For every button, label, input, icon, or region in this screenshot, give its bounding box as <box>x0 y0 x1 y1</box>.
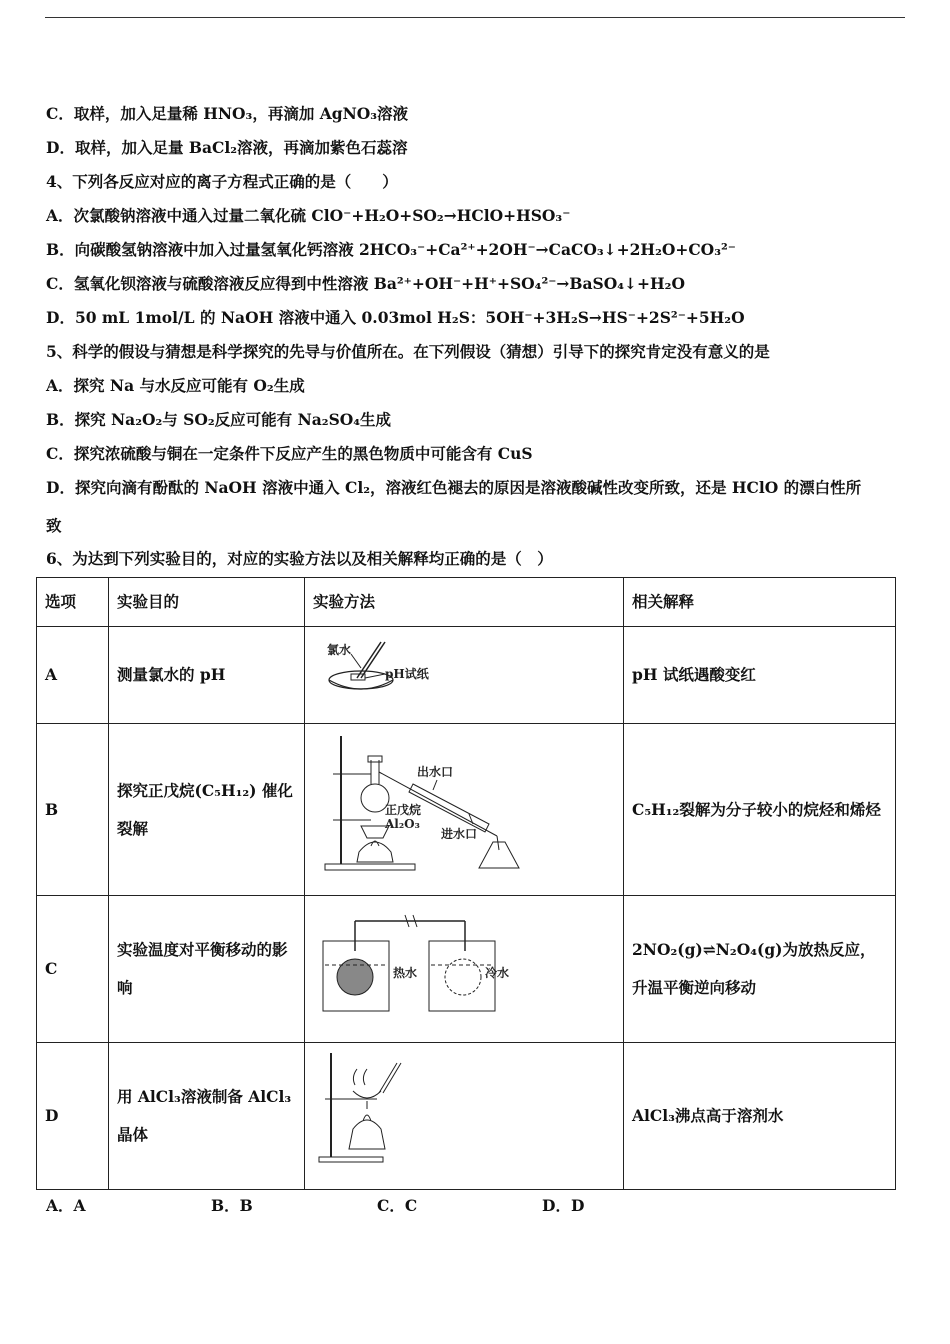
q4-option-b: B．向碳酸氢钠溶液中加入过量氢氧化钙溶液 2HCO₃⁻+Ca²⁺+2OH⁻→CaCO₃↓+2H₂O+CO₃²⁻ <box>46 240 736 259</box>
equilibrium-temperature-figure <box>313 907 513 1017</box>
q3-option-d: D．取样，加入足量 BaCl₂溶液，再滴加紫色石蕊溶 <box>46 138 408 157</box>
row-option: D <box>37 1043 109 1190</box>
header-purpose: 实验目的 <box>109 578 305 627</box>
header-method: 实验方法 <box>305 578 624 627</box>
label-water-outlet: 出水口 <box>417 764 454 779</box>
answer-d[interactable]: D．D <box>542 1196 585 1215</box>
label-hot-water: 热水 <box>393 966 418 980</box>
table-row <box>37 1043 896 1190</box>
table-header-row <box>37 578 896 627</box>
label-alumina: Al₂O₃ <box>385 816 420 831</box>
header-explain: 相关解释 <box>624 578 896 627</box>
answer-a[interactable]: A．A <box>46 1196 86 1215</box>
row-option: C <box>37 896 109 1043</box>
label-ph-paper: pH试纸 <box>385 667 429 681</box>
ph-test-figure <box>313 628 453 708</box>
table-row <box>37 896 896 1043</box>
q5-option-d-cont: 致 <box>46 516 62 535</box>
method-figure-b <box>305 724 624 896</box>
method-figure-c <box>305 896 624 1043</box>
row-option: A <box>37 627 109 724</box>
q4-option-a: A．次氯酸钠溶液中通入过量二氧化硫 ClO⁻+H₂O+SO₂→HClO+HSO₃⁻ <box>46 206 571 225</box>
q6-table <box>36 577 896 1190</box>
label-cold-water: 冷水 <box>485 966 510 980</box>
header-option: 选项 <box>37 578 109 627</box>
q4-option-d: D．50 mL 1mol/L 的 NaOH 溶液中通入 0.03mol H₂S：5OH⁻+3H₂S→HS⁻+2S²⁻+5H₂O <box>46 308 745 327</box>
label-chlorine-water: 氯水 <box>327 643 352 657</box>
label-water-inlet: 进水口 <box>441 826 478 841</box>
row-explain: pH 试纸遇酸变红 <box>624 627 896 724</box>
row-explain: AlCl₃沸点高于溶剂水 <box>624 1043 896 1190</box>
row-purpose: 测量氯水的 pH <box>109 627 305 724</box>
q5-stem: 5、科学的假设与猜想是科学探究的先导与价值所在。在下列假设（猜想）引导下的探究肯定没有意义的是 <box>46 342 770 361</box>
q4-option-c: C．氢氧化钡溶液与硫酸溶液反应得到中性溶液 Ba²⁺+OH⁻+H⁺+SO₄²⁻→BaSO₄↓+H₂O <box>46 274 685 293</box>
row-option: B <box>37 724 109 896</box>
row-explain: C₅H₁₂裂解为分子较小的烷烃和烯烃 <box>624 724 896 896</box>
table-row <box>37 627 896 724</box>
row-purpose: 实验温度对平衡移动的影响 <box>109 896 305 1043</box>
header-rule <box>45 17 905 18</box>
table-row <box>37 724 896 896</box>
method-figure-d <box>305 1043 624 1190</box>
row-purpose: 探究正戊烷(C₅H₁₂) 催化裂解 <box>109 724 305 896</box>
q6-stem: 6、为达到下列实验目的，对应的实验方法以及相关解释均正确的是（ ） <box>46 549 553 568</box>
q4-stem: 4、下列各反应对应的离子方程式正确的是（ ） <box>46 172 398 191</box>
q5-option-b: B．探究 Na₂O₂与 SO₂反应可能有 Na₂SO₄生成 <box>46 410 392 429</box>
answer-c[interactable]: C．C <box>377 1196 418 1215</box>
q5-option-a: A．探究 Na 与水反应可能有 O₂生成 <box>46 376 305 395</box>
row-purpose: 用 AlCl₃溶液制备 AlCl₃晶体 <box>109 1043 305 1190</box>
row-explain: 2NO₂(g)⇌N₂O₄(g)为放热反应，升温平衡逆向移动 <box>624 896 896 1043</box>
cracking-apparatus-figure <box>313 728 533 878</box>
q3-option-c: C．取样，加入足量稀 HNO₃，再滴加 AgNO₃溶液 <box>46 104 409 123</box>
evaporation-apparatus-figure <box>313 1049 433 1169</box>
q5-option-d: D．探究向滴有酚酞的 NaOH 溶液中通入 Cl₂，溶液红色褪去的原因是溶液酸碱性改变所致，还是 HClO 的漂白性所 <box>46 478 862 497</box>
q5-option-c: C．探究浓硫酸与铜在一定条件下反应产生的黑色物质中可能含有 CuS <box>46 444 533 463</box>
answer-b[interactable]: B．B <box>211 1196 253 1215</box>
label-pentane: 正戊烷 <box>385 802 422 817</box>
method-figure-a <box>305 627 624 724</box>
